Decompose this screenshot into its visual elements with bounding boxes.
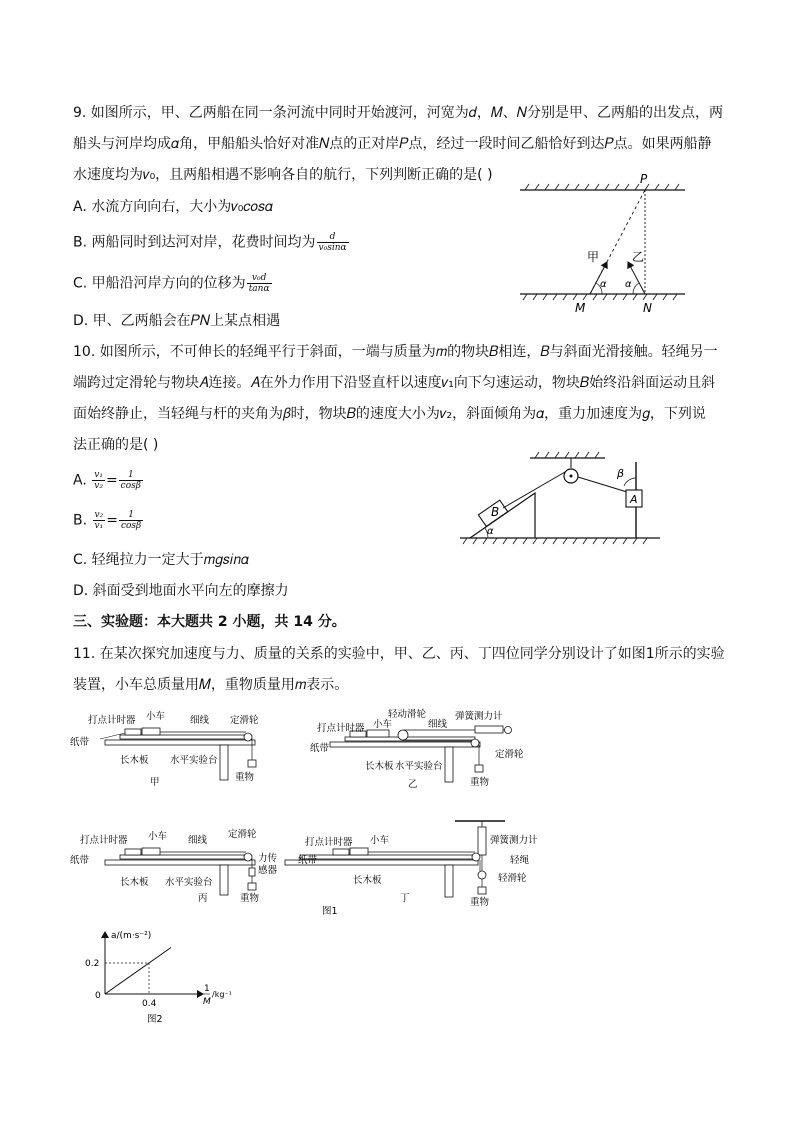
yi-pulley: 定滑轮 xyxy=(495,749,524,760)
q10-option-a-rhs xyxy=(119,470,143,491)
q9-line-2: 船头与河岸均成𝛼角，甲船船头恰好对准𝑁点的正对岸𝑃点，经过一段时间乙船恰好到达𝑃点。如果两船静 xyxy=(73,136,712,152)
jia-cart: 小车 xyxy=(146,711,166,722)
ding-spring-scale: 弹簧测力计 xyxy=(490,835,538,846)
ding-light-pulley: 轻滑轮 xyxy=(498,873,527,884)
data-line xyxy=(105,948,171,995)
jia-tape: 纸带 xyxy=(70,737,90,748)
bing-tape: 纸带 xyxy=(70,855,90,866)
y-tick-label: 0.2 xyxy=(85,959,100,969)
q9-option-c-fraction xyxy=(247,273,272,294)
q10-line-2: 端跨过定滑轮与物块𝐴连接。𝐴在外力作用下沿竖直杆以速度𝑣₁向下匀速运动，物块𝐵始终沿斜面运动且斜 xyxy=(73,375,716,391)
q10-option-a xyxy=(73,470,144,491)
bing-pulley: 定滑轮 xyxy=(228,829,257,840)
label-m: M xyxy=(575,301,586,315)
q10-line-3: 面始终静止，当轻绳与杆的夹角为𝛽时，物块𝐵的速度大小为𝑣₂，斜面倾角为𝛼，重力加速度为𝑔，下列说 xyxy=(73,406,706,422)
q10-incline-figure xyxy=(455,450,665,550)
setup-jia xyxy=(70,710,259,788)
jia-caption: 甲 xyxy=(150,777,160,788)
x-tick-label: 0.4 xyxy=(142,999,157,1009)
q9-line-3: 水速度均为𝑣₀，且两船相遇不影响各自的航行，下列判断正确的是( ) xyxy=(73,167,493,183)
q10-option-a-label: A. xyxy=(73,472,87,489)
q9-river-figure xyxy=(515,168,695,318)
label-n: N xyxy=(643,301,652,315)
x-label-den: M xyxy=(203,997,211,1007)
q9-option-c-num: v₀d xyxy=(247,273,272,284)
yi-cart: 小车 xyxy=(373,719,393,730)
q10-a-rnum: 1 xyxy=(119,470,143,481)
q10-option-c: C. 轻绳拉力一定大于𝑚𝑔𝑠𝑖𝑛𝛼 xyxy=(73,552,249,568)
q9-option-b-den: v₀sinα xyxy=(318,243,347,253)
label-yi: 乙 xyxy=(632,250,645,264)
q10-option-b xyxy=(73,510,144,531)
q11-line-2: 装置，小车总质量用𝑀，重物质量用𝑚表示。 xyxy=(73,677,349,693)
ding-board: 长木板 xyxy=(353,875,382,886)
q10-a-eq: = xyxy=(105,472,118,489)
yi-board: 长木板 xyxy=(365,761,394,772)
label-alpha-incline: α xyxy=(487,526,494,537)
q9-option-c xyxy=(73,273,273,294)
q10-b-rnum: 1 xyxy=(119,510,143,521)
jia-board: 长木板 xyxy=(120,755,149,766)
q10-option-b-label: B. xyxy=(73,512,88,529)
label-p: P xyxy=(640,172,648,186)
yi-light-pulley: 轻动滑轮 xyxy=(388,709,427,720)
ding-weight: 重物 xyxy=(470,897,490,908)
q11-figure-2 xyxy=(85,928,265,1028)
figure-2-caption: 图2 xyxy=(147,1014,163,1025)
jia-timer: 打点计时器 xyxy=(88,715,136,726)
setup-bing xyxy=(70,828,278,904)
q10-option-b-rhs xyxy=(119,510,143,531)
q10-line-4: 法正确的是( ) xyxy=(73,437,159,453)
q11-line-1: 11. 在某次探究加速度与力、质量的关系的实验中，甲、乙、丙、丁四位同学分别设计了如图1所示的实验 xyxy=(73,646,725,662)
q10-b-eq: = xyxy=(106,512,118,529)
yi-timer: 打点计时器 xyxy=(317,723,365,734)
label-alpha-n: α xyxy=(625,279,632,290)
label-a-block: A xyxy=(630,493,638,506)
yi-weight: 重物 xyxy=(470,777,490,788)
q9-option-a: A. 水流方向向右，大小为𝑣₀𝑐𝑜𝑠𝛼 xyxy=(73,199,273,215)
q10-line-1: 10. 如图所示，不可伸长的轻绳平行于斜面，一端与质量为𝑚的物块𝐵相连，𝐵与斜面光滑接触。轻绳另一 xyxy=(73,344,718,360)
jia-pulley: 定滑轮 xyxy=(230,715,259,726)
bing-sensor-1: 力传 xyxy=(258,853,278,864)
bing-timer: 打点计时器 xyxy=(80,835,128,846)
yi-caption: 乙 xyxy=(408,779,418,790)
q10-option-b-lhs xyxy=(93,510,106,531)
yi-string: 细线 xyxy=(428,719,448,730)
bing-table: 水平实验台 xyxy=(165,877,213,888)
x-label-num: 1 xyxy=(204,984,210,994)
yi-spring-scale: 弹簧测力计 xyxy=(455,711,503,722)
section-3-heading: 三、实验题：本大题共 2 小题，共 14 分。 xyxy=(73,614,346,630)
ding-timer: 打点计时器 xyxy=(305,837,353,848)
label-beta: β xyxy=(617,467,625,480)
q10-b-lden: v₁ xyxy=(94,521,104,531)
bing-weight: 重物 xyxy=(240,893,260,904)
label-jia: 甲 xyxy=(587,250,600,264)
jia-table: 水平实验台 xyxy=(170,755,218,766)
q10-a-rden: cosβ xyxy=(120,481,141,491)
q10-a-lden: v₂ xyxy=(94,481,103,491)
label-alpha-m: α xyxy=(600,279,607,290)
q9-option-d: D. 甲、乙两船会在𝑃𝑁上某点相遇 xyxy=(73,313,281,329)
yi-tape: 纸带 xyxy=(310,743,330,754)
yi-table: 水平实验台 xyxy=(395,761,443,772)
setup-yi xyxy=(310,708,524,790)
q10-a-lnum: v₁ xyxy=(94,470,103,480)
q9-option-c-text: C. 甲船沿河岸方向的位移为 xyxy=(73,275,246,292)
q11-figure-1 xyxy=(70,705,550,920)
bing-caption: 丙 xyxy=(198,893,208,904)
origin-label: 0 xyxy=(95,991,101,1001)
q9-line-1: 9. 如图所示，甲、乙两船在同一条河流中同时开始渡河，河宽为𝑑，𝑀、𝑁分别是甲、乙两船的出发点，两 xyxy=(73,105,723,121)
figure-1-caption: 图1 xyxy=(322,906,338,917)
bing-string: 细线 xyxy=(188,835,208,846)
q9-option-b-num: d xyxy=(317,232,349,243)
q9-option-c-den: tanα xyxy=(248,284,270,294)
bing-board: 长木板 xyxy=(120,877,149,888)
setup-ding xyxy=(285,821,538,917)
ding-caption: 丁 xyxy=(400,893,410,904)
ding-light-rope: 轻绳 xyxy=(510,855,530,866)
jia-string: 细线 xyxy=(190,715,210,726)
q10-b-lnum: v₂ xyxy=(94,510,104,520)
q9-option-b-text: B. 两船同时到达河对岸，花费时间均为 xyxy=(73,234,316,251)
label-b-block: B xyxy=(491,505,500,519)
q9-option-b-fraction xyxy=(317,232,349,253)
q10-option-d: D. 斜面受到地面水平向左的摩擦力 xyxy=(73,583,289,599)
q10-option-a-lhs xyxy=(92,470,105,491)
q9-option-b xyxy=(73,232,350,253)
q10-b-rden: cosβ xyxy=(120,521,142,531)
x-label-unit: /kg⁻¹ xyxy=(212,990,232,999)
ding-tape: 纸带 xyxy=(298,855,318,866)
bing-cart: 小车 xyxy=(148,831,168,842)
ding-cart: 小车 xyxy=(370,835,390,846)
bing-sensor-2: 感器 xyxy=(258,865,278,876)
y-axis-label: a/(m·s⁻²) xyxy=(111,931,152,941)
jia-weight: 重物 xyxy=(235,772,255,783)
